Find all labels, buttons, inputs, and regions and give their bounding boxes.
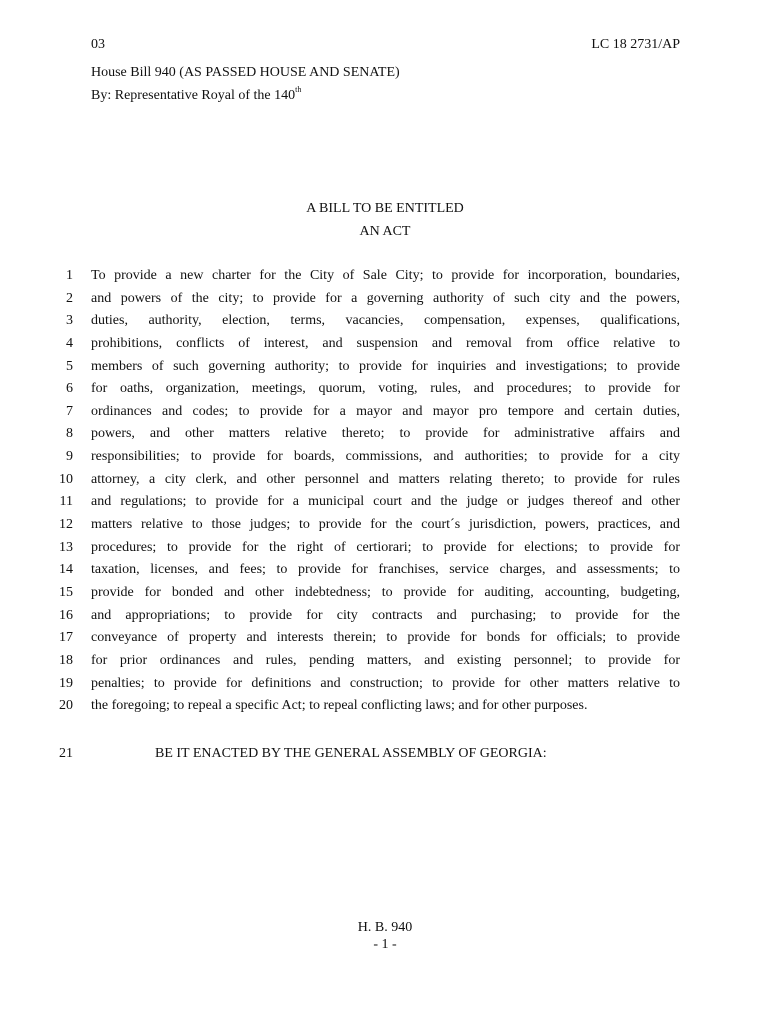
line-number: 20 — [59, 698, 73, 714]
body-line — [0, 494, 770, 517]
line-number: 1 — [66, 268, 73, 283]
line-number: 9 — [66, 449, 73, 465]
body-line — [0, 313, 770, 336]
sponsor-line — [91, 85, 302, 104]
body-line — [0, 608, 770, 631]
body-line — [0, 562, 770, 585]
body-line — [0, 472, 770, 495]
sponsor-superscript: th — [295, 85, 302, 95]
line-text: and appropriations; to provide for city contracts and purchasing; to provide for the — [91, 607, 680, 623]
body-line — [0, 336, 770, 359]
body-line — [0, 449, 770, 472]
header-right-code: LC 18 2731/AP — [591, 37, 680, 52]
body-line — [0, 426, 770, 449]
enacting-clause — [0, 746, 770, 764]
line-number: 13 — [59, 539, 73, 555]
line-number: 12 — [59, 517, 73, 533]
line-text: taxation, licenses, and fees; to provide for franchises, service charges, and assessments; to — [91, 562, 680, 578]
line-text: duties, authority, election, terms, vacancies, compensation, expenses, qualifications, — [91, 313, 680, 329]
enacting-clause-text: BE IT ENACTED BY THE GENERAL ASSEMBLY OF GEORGIA: — [155, 746, 547, 761]
line-number: 7 — [66, 403, 73, 419]
line-number: 21 — [59, 746, 73, 761]
line-number: 5 — [66, 358, 73, 374]
body-line — [0, 268, 770, 291]
body-line — [0, 585, 770, 608]
line-number: 15 — [59, 584, 73, 600]
footer-bill-id: H. B. 940 — [357, 920, 413, 935]
line-text: powers, and other matters relative thereto; to provide for administrative affairs and — [91, 426, 680, 442]
bill-title-line1: A BILL TO BE ENTITLED — [306, 201, 464, 216]
line-text: and regulations; to provide for a municipal court and the judge or judges thereof and other — [91, 494, 680, 510]
line-number: 3 — [66, 313, 73, 329]
body-line — [0, 540, 770, 563]
line-text: responsibilities; to provide for boards, commissions, and authorities; to provide for a city — [91, 449, 680, 465]
line-text: matters relative to those judges; to provide for the court´s jurisdiction, powers, practices, and — [91, 517, 680, 533]
line-text: the foregoing; to repeal a specific Act; to repeal conflicting laws; and for other purposes. — [91, 698, 588, 714]
header-left-code: 03 — [91, 37, 105, 52]
line-text: ordinances and codes; to provide for a mayor and mayor pro tempore and certain duties, — [91, 403, 680, 419]
line-number: 17 — [59, 630, 73, 646]
line-text: provide for bonded and other indebtedness; to provide for auditing, accounting, budgeting, — [91, 584, 680, 600]
body-line — [0, 698, 770, 721]
body-line — [0, 653, 770, 676]
line-text: attorney, a city clerk, and other personnel and matters relating thereto; to provide for rules — [91, 471, 680, 487]
line-text: To provide a new charter for the City of Sale City; to provide for incorporation, boundaries, — [91, 268, 680, 283]
line-number: 19 — [59, 675, 73, 691]
bill-title-line2: AN ACT — [359, 224, 411, 239]
line-number: 10 — [59, 471, 73, 487]
sponsor-text: By: Representative Royal of the 140 — [91, 88, 296, 103]
line-text: and powers of the city; to provide for a governing authority of such city and the powers, — [91, 290, 680, 306]
line-text: for prior ordinances and rules, pending matters, and existing personnel; to provide for — [91, 652, 680, 668]
line-text: penalties; to provide for definitions and construction; to provide for other matters relative to — [91, 675, 680, 691]
line-number: 11 — [59, 494, 73, 510]
line-number: 4 — [66, 335, 73, 351]
body-line — [0, 517, 770, 540]
line-text: procedures; to provide for the right of certiorari; to provide for elections; to provide for — [91, 539, 680, 555]
line-text: conveyance of property and interests therein; to provide for bonds for officials; to provide — [91, 630, 680, 646]
line-number: 8 — [66, 426, 73, 442]
body-line — [0, 381, 770, 404]
line-number: 16 — [59, 607, 73, 623]
line-number: 18 — [59, 652, 73, 668]
body-line — [0, 291, 770, 314]
bill-line: House Bill 940 (AS PASSED HOUSE AND SENATE) — [91, 65, 400, 80]
footer-page-number: - 1 - — [373, 937, 397, 952]
line-number: 2 — [66, 290, 73, 306]
line-number: 14 — [59, 562, 73, 578]
line-text: for oaths, organization, meetings, quorum, voting, rules, and procedures; to provide for — [91, 381, 680, 397]
body-line — [0, 676, 770, 699]
body-line — [0, 359, 770, 382]
line-text: members of such governing authority; to provide for inquiries and investigations; to provide — [91, 358, 680, 374]
body-line — [0, 630, 770, 653]
line-number: 6 — [66, 381, 73, 397]
line-text: prohibitions, conflicts of interest, and suspension and removal from office relative to — [91, 335, 680, 351]
body-line — [0, 404, 770, 427]
bill-body — [0, 268, 770, 721]
